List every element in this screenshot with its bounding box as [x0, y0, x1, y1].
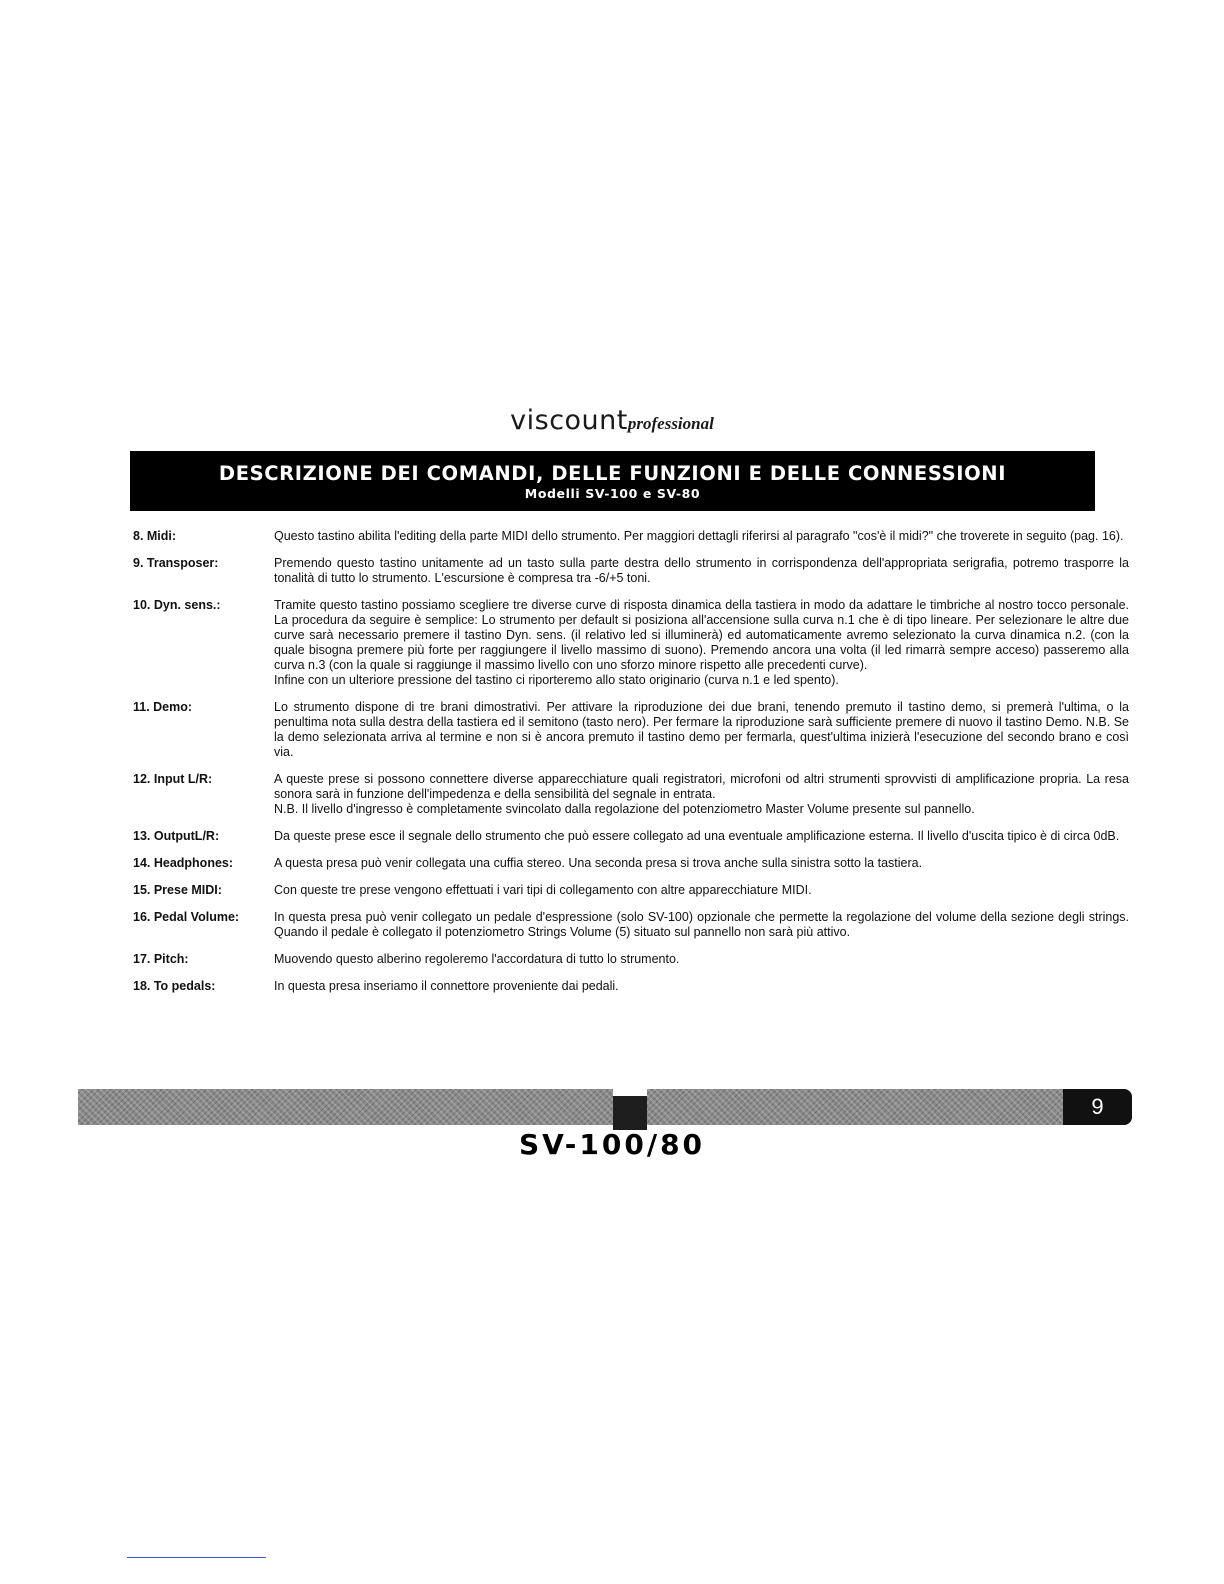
brand-name: viscount [510, 405, 628, 436]
controls-description-list [133, 529, 1129, 1006]
item-paragraph: Infine con un ulteriore pressione del tastino ci riporteremo allo stato originario (curva n.1 e led spento). [274, 673, 839, 687]
list-item [133, 556, 1129, 586]
list-item [133, 772, 1129, 817]
footer-band-left [78, 1089, 613, 1125]
footnote-rule [127, 1557, 266, 1558]
list-item [133, 598, 1129, 688]
list-item [133, 856, 1129, 871]
list-item [133, 529, 1129, 544]
item-description [274, 979, 1129, 994]
item-label: 8. Midi: [133, 529, 177, 543]
footer-band-right [647, 1089, 1132, 1125]
brand-logo [0, 405, 1224, 436]
item-description [274, 772, 1129, 817]
item-description [274, 883, 1129, 898]
item-description [274, 700, 1129, 760]
item-paragraph: Premendo questo tastino unitamente ad un tasto sulla parte destra dello strumento in corrispondenza dell'appropriata serigrafia, potremo trasporre la tonalità di tutto lo strumento. L'escursione è compresa tra -6/+5 toni. [274, 556, 1129, 585]
page-number: 9 [1063, 1089, 1132, 1125]
brand-tagline: professional [627, 414, 714, 433]
item-description [274, 829, 1129, 844]
item-label: 13. OutputL/R: [133, 829, 220, 843]
section-title: DESCRIZIONE DEI COMANDI, DELLE FUNZIONI E DELLE CONNESSIONI [218, 462, 1007, 485]
item-label: 14. Headphones: [133, 856, 234, 870]
item-paragraph: Lo strumento dispone di tre brani dimostrativi. Per attivare la riproduzione dei due brani, tenendo premuto il tastino demo, si premerà l'ultima, o la penultima nota sulla destra della tastiera ed il semitono (tasto nero). Per fermare la riproduzione sarà sufficiente premere di nuovo il tastino Demo. N.B. Se la demo selezionata arriva al termine e non si è ancora premuto il tastino demo per fermarla, quest'ultima inizierà l'esecuzione del secondo brano e così via. [274, 700, 1129, 759]
item-description [274, 556, 1129, 586]
item-paragraph: A questa presa può venir collegata una cuffia stereo. Una seconda presa si trova anche sulla sinistra sotto la tastiera. [274, 856, 923, 870]
item-paragraph: Tramite questo tastino possiamo scegliere tre diverse curve di risposta dinamica della tastiera in modo da adattare le timbriche al nostro tocco personale. La procedura da seguire è semplice: Lo strumento per default si posiziona all'accensione sulla curva n.1 che è di tipo lineare. Per selezionare le altre due curve sarà necessario premere il tastino Dyn. sens. (il relativo led si illuminerà) ed automaticamente avremo selezionato la curva dinamica n.2. (con la quale bisogna premere più forte per raggiungere il livello massimo di suono). Premendo ancora una volta (il led rimarrà sempre acceso) passeremo alla curva n.3 (con la quale si raggiunge il massimo livello con uno sforzo minore rispetto alle precedenti curve). [274, 598, 1129, 672]
item-description [274, 598, 1129, 688]
item-paragraph: Con queste tre prese vengono effettuati i vari tipi di collegamento con altre apparecchiature MIDI. [274, 883, 812, 897]
item-paragraph: Questo tastino abilita l'editing della parte MIDI dello strumento. Per maggiori dettagli riferirsi al paragrafo "cos'è il midi?" che troverete in seguito (pag. 16). [274, 529, 1124, 543]
item-description [274, 856, 1129, 871]
item-description [274, 529, 1129, 544]
item-description [274, 910, 1129, 940]
section-header [130, 451, 1095, 511]
list-item [133, 979, 1129, 994]
item-paragraph: Da queste prese esce il segnale dello strumento che può essere collegato ad una eventuale amplificazione esterna. Il livello d'uscita tipico è di circa 0dB. [274, 829, 1120, 843]
footer-band-divider [613, 1096, 647, 1130]
list-item [133, 700, 1129, 760]
item-description [274, 952, 1129, 967]
item-label: 12. Input L/R: [133, 772, 213, 786]
list-item [133, 952, 1129, 967]
item-paragraph: In questa presa inseriamo il connettore proveniente dai pedali. [274, 979, 619, 993]
item-paragraph: A queste prese si possono connettere diverse apparecchiature quali registratori, microfoni od altri strumenti sprovvisti di amplificazione propria. La resa sonora sarà in funzione dell'impedenza e della sensibilità del segnale in entrata. [274, 772, 1129, 801]
item-paragraph: N.B. Il livello d'ingresso è completamente svincolato dalla regolazione del potenziometro Master Volume presente sul pannello. [274, 802, 975, 816]
item-paragraph: In questa presa può venir collegato un pedale d'espressione (solo SV-100) opzionale che permette la regolazione del volume della sezione degli strings. Quando il pedale è collegato il potenziometro Strings Volume (5) situato sul pannello non sarà più attivo. [274, 910, 1129, 939]
item-label: 10. Dyn. sens.: [133, 598, 221, 612]
list-item [133, 883, 1129, 898]
item-label: 11. Demo: [133, 700, 193, 714]
item-label: 18. To pedals: [133, 979, 216, 993]
list-item [133, 910, 1129, 940]
model-logo: SV-100/80 [518, 1128, 706, 1161]
item-label: 17. Pitch: [133, 952, 189, 966]
item-label: 16. Pedal Volume: [133, 910, 240, 924]
item-label: 9. Transposer: [133, 556, 219, 570]
item-paragraph: Muovendo questo alberino regoleremo l'accordatura di tutto lo strumento. [274, 952, 680, 966]
item-label: 15. Prese MIDI: [133, 883, 222, 897]
list-item [133, 829, 1129, 844]
section-subtitle: Modelli SV-100 e SV-80 [524, 486, 701, 501]
